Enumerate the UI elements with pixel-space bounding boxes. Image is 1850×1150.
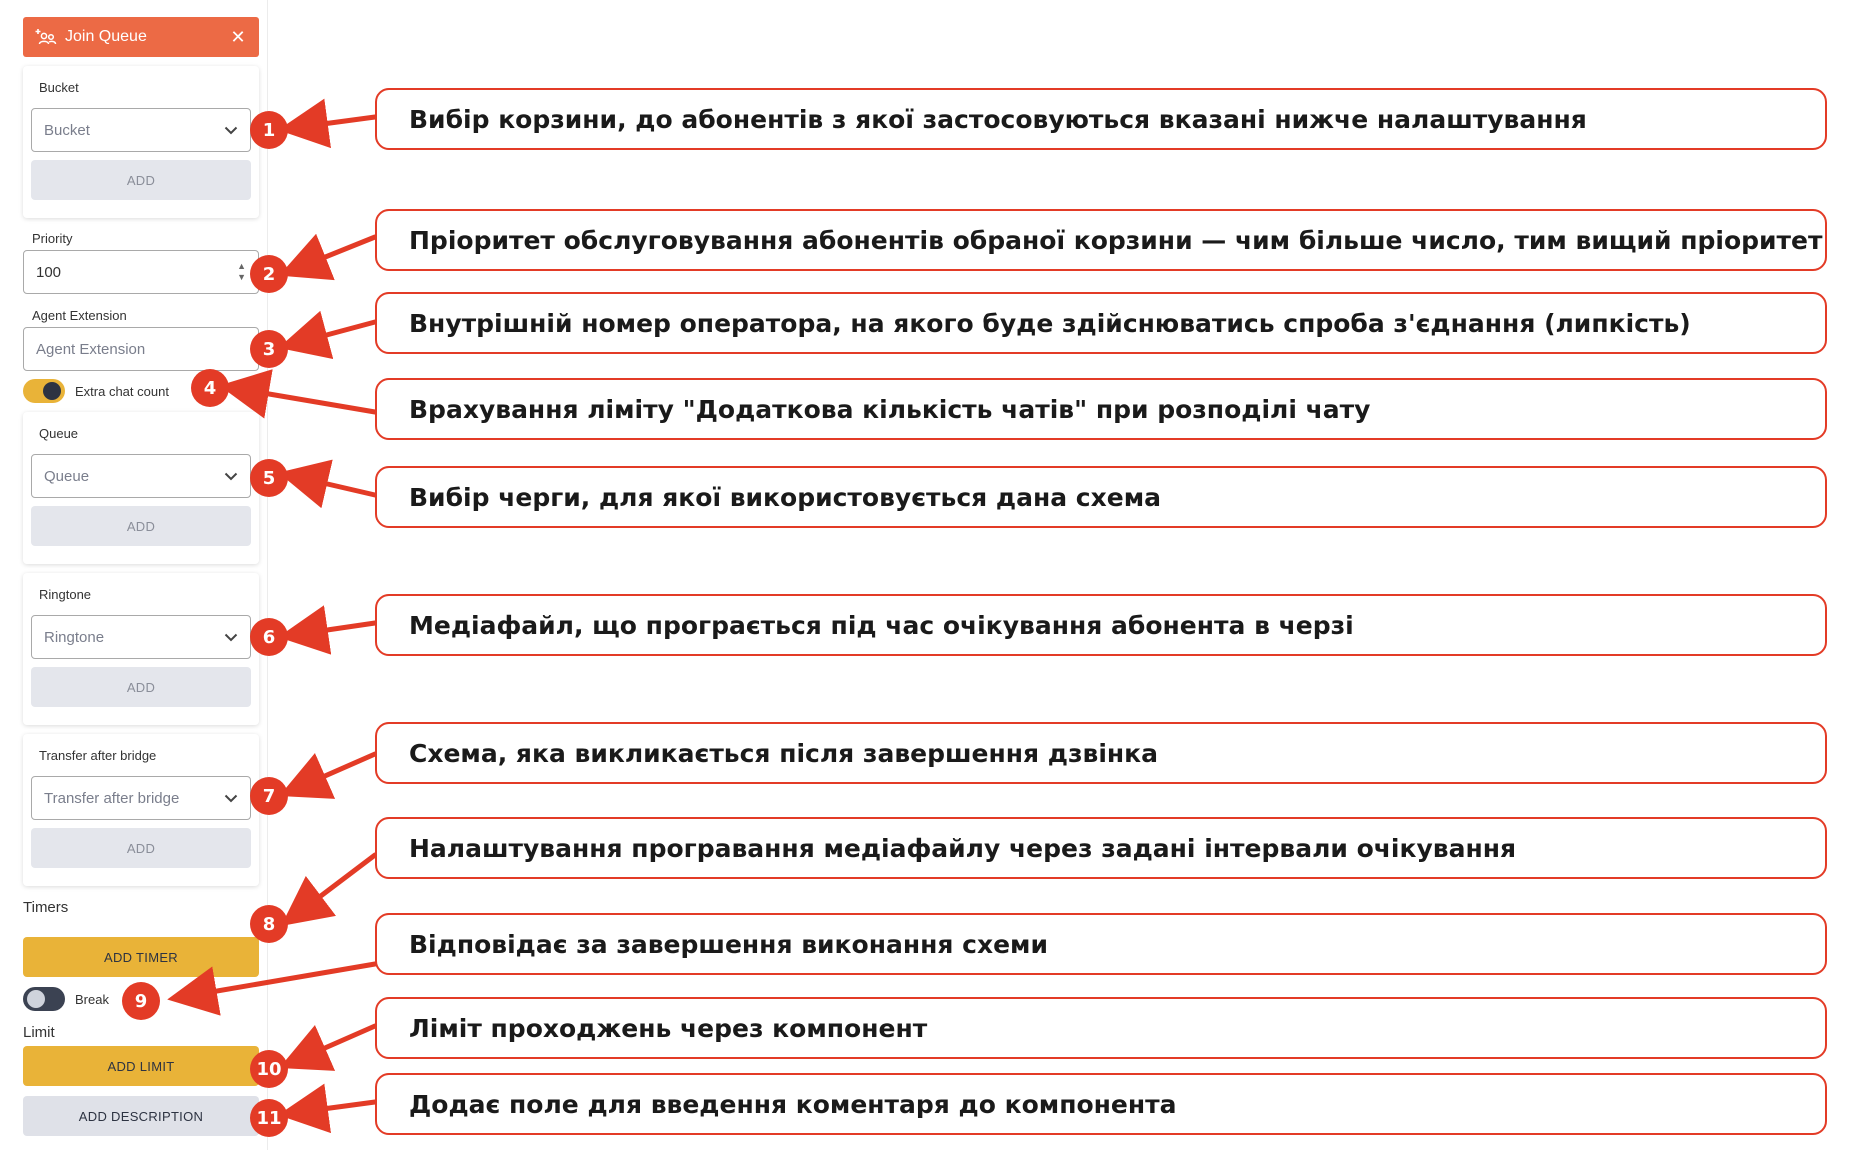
- queue-label: Queue: [39, 426, 79, 441]
- chevron-up-icon[interactable]: ▲: [237, 261, 246, 271]
- badge-8: 8: [250, 905, 288, 943]
- chevron-down-icon: [224, 126, 238, 135]
- arrow-3: [293, 322, 375, 344]
- transfer-after-bridge-select[interactable]: [31, 776, 251, 820]
- close-icon[interactable]: ✕: [230, 26, 246, 47]
- chevron-down-icon: [224, 633, 238, 642]
- badge-4: 4: [191, 369, 229, 407]
- arrow-11: [293, 1102, 375, 1113]
- ringtone-select[interactable]: [31, 615, 251, 659]
- badge-5: 5: [250, 459, 288, 497]
- priority-input[interactable]: [23, 250, 259, 294]
- queue-select[interactable]: [31, 454, 251, 498]
- badge-9: 9: [122, 982, 160, 1020]
- callout-1: Вибір корзини, до абонентів з якої застосовуються вказані нижче налаштування: [375, 88, 1827, 150]
- add-timer-button[interactable]: ADD TIMER: [23, 937, 259, 977]
- extra-chat-count-toggle[interactable]: [23, 379, 65, 403]
- arrow-1: [293, 117, 375, 128]
- add-limit-button[interactable]: ADD LIMIT: [23, 1046, 259, 1086]
- transfer-after-bridge-label: Transfer after bridge: [39, 748, 157, 763]
- ringtone-select-value: Ringtone: [44, 628, 105, 646]
- join-queue-panel: [0, 0, 268, 1150]
- arrow-6: [293, 623, 375, 635]
- arrow-5: [293, 476, 375, 495]
- break-label: Break: [75, 991, 109, 1007]
- arrow-7: [293, 754, 375, 790]
- bucket-add-button[interactable]: ADD: [31, 160, 251, 200]
- transfer-after-bridge-select-value: Transfer after bridge: [44, 789, 180, 807]
- ringtone-card: [23, 573, 259, 725]
- agent-extension-label: Agent Extension: [32, 308, 127, 323]
- break-toggle[interactable]: [23, 987, 65, 1011]
- ringtone-label: Ringtone: [39, 587, 92, 602]
- transfer-after-bridge-add-button[interactable]: ADD: [31, 828, 251, 868]
- panel-header: [23, 17, 259, 57]
- arrow-8: [293, 855, 375, 917]
- add-description-button[interactable]: ADD DESCRIPTION: [23, 1096, 259, 1136]
- badge-3: 3: [250, 330, 288, 368]
- callout-9: Відповідає за завершення виконання схеми: [375, 913, 1827, 975]
- chevron-down-icon: [224, 472, 238, 481]
- callout-3: Внутрішній номер оператора, на якого буде здійснюватись спроба з'єднання (липкість): [375, 292, 1827, 354]
- badge-11: 11: [250, 1099, 288, 1137]
- queue-add-button[interactable]: ADD: [31, 506, 251, 546]
- queue-select-value: Queue: [44, 467, 90, 485]
- callout-6: Медіафайл, що програється під час очікування абонента в черзі: [375, 594, 1827, 656]
- callout-7: Схема, яка викликається після завершення дзвінка: [375, 722, 1827, 784]
- callout-10: Ліміт проходжень через компонент: [375, 997, 1827, 1059]
- badge-1: 1: [250, 111, 288, 149]
- chevron-down-icon[interactable]: ▼: [237, 272, 246, 282]
- limit-label: Limit: [23, 1024, 55, 1041]
- bucket-label: Bucket: [39, 80, 79, 95]
- badge-7: 7: [250, 777, 288, 815]
- callout-8: Налаштування програвання медіафайлу через задані інтервали очікування: [375, 817, 1827, 879]
- badge-6: 6: [250, 618, 288, 656]
- join-users-icon: [35, 26, 57, 48]
- priority-value: 100: [36, 263, 62, 281]
- timers-label: Timers: [23, 899, 69, 916]
- callout-4: Врахування ліміту "Додаткова кількість чатів" при розподілі чату: [375, 378, 1827, 440]
- badge-10: 10: [250, 1050, 288, 1088]
- extra-chat-count-label: Extra chat count: [75, 383, 169, 399]
- agent-extension-input[interactable]: [23, 327, 259, 371]
- bucket-card: [23, 66, 259, 218]
- transfer-after-bridge-card: [23, 734, 259, 886]
- extra-chat-count-row: [23, 379, 169, 403]
- queue-card: [23, 412, 259, 564]
- badge-2: 2: [250, 255, 288, 293]
- priority-stepper[interactable]: [237, 261, 246, 283]
- bucket-select[interactable]: [31, 108, 251, 152]
- chevron-down-icon: [224, 794, 238, 803]
- panel-title: Join Queue: [65, 28, 147, 45]
- break-row: [23, 987, 109, 1011]
- callout-5: Вибір черги, для якої використовується дана схема: [375, 466, 1827, 528]
- ringtone-add-button[interactable]: ADD: [31, 667, 251, 707]
- callout-2: Пріоритет обслуговування абонентів обраної корзини — чим більше число, тим вищий пріоритет: [375, 209, 1827, 271]
- callout-11: Додає поле для введення коментаря до компонента: [375, 1073, 1827, 1135]
- priority-label: Priority: [32, 231, 73, 246]
- arrow-2: [293, 237, 375, 270]
- arrow-10: [293, 1026, 375, 1062]
- bucket-select-value: Bucket: [44, 121, 90, 139]
- agent-extension-placeholder: Agent Extension: [36, 340, 146, 358]
